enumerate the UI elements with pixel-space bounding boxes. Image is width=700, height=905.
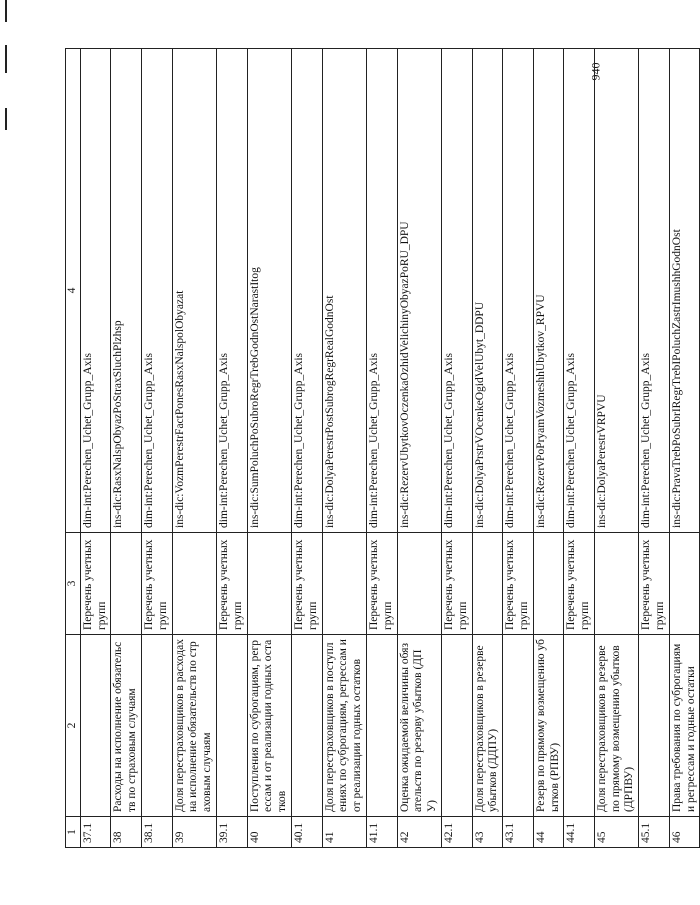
group-list (322, 533, 366, 635)
header-cell-1: 1 (66, 817, 81, 848)
table-row (564, 49, 595, 848)
xbrl-element: ins-dic:RasxNalspObyazPoStraxSluchPlzhsp (111, 49, 142, 533)
xbrl-element: dim-int:Perechen_Uchet_Grupp_Axis (503, 49, 534, 533)
xbrl-element: dim-int:Perechen_Uchet_Grupp_Axis (639, 49, 670, 533)
table-row (594, 49, 638, 848)
group-list (472, 533, 503, 635)
group-list: Перечень учетных групп (564, 533, 595, 635)
row-number: 42.1 (441, 817, 472, 848)
group-list: Перечень учетных групп (503, 533, 534, 635)
table-row (322, 49, 366, 848)
group-list (533, 533, 564, 635)
header-row (66, 49, 81, 848)
xbrl-element: dim-int:Perechen_Uchet_Grupp_Axis (366, 49, 397, 533)
indicator-name: Оценка ожидаемой величины обязательств по резерву убытков (ДПУ) (397, 635, 441, 817)
row-number: 40 (247, 817, 291, 848)
scan-edge-mark (5, 108, 7, 130)
indicator-name (291, 635, 322, 817)
row-number: 38 (111, 817, 142, 848)
header-cell-3: 3 (66, 533, 81, 635)
table-row (216, 49, 247, 848)
indicator-name (80, 635, 111, 817)
row-number: 37.1 (80, 817, 111, 848)
group-list: Перечень учетных групп (80, 533, 111, 635)
group-list: Перечень учетных групп (441, 533, 472, 635)
indicator-name: Расходы на исполнение обязательств по страховым случаям (111, 635, 142, 817)
indicator-name: Доля перестраховщиков в поступлениях по суброгациям, регрессам и от реализации годных остатков (322, 635, 366, 817)
indicator-name (503, 635, 534, 817)
table-row (80, 49, 111, 848)
table-row (366, 49, 397, 848)
indicator-name: Права требования по суброгациям и регрессам и годные остатки (669, 635, 700, 817)
table-row (639, 49, 670, 848)
group-list: Перечень учетных групп (216, 533, 247, 635)
indicator-name (639, 635, 670, 817)
xbrl-element: ins-dic:DolyaPerestrVRPVU (594, 49, 638, 533)
indicator-name: Доля перестраховщиков в резерве по прямому возмещению убытков (ДРПВУ) (594, 635, 638, 817)
xbrl-element: ins-dic:VozmPerestrFactPonesRasxNalspolObyazat (172, 49, 216, 533)
table-row (503, 49, 534, 848)
group-list (172, 533, 216, 635)
xbrl-element: ins-dic:SumPoluchPoSubroRegrTrebGodnOstNarastItog (247, 49, 291, 533)
xbrl-element: ins-dic:RezervPoPryamVozmeshhUbytkov_RPVU (533, 49, 564, 533)
table-row (533, 49, 564, 848)
table-row (141, 49, 172, 848)
indicator-name (366, 635, 397, 817)
group-list: Перечень учетных групп (366, 533, 397, 635)
row-number: 39 (172, 817, 216, 848)
group-list: Перечень учетных групп (141, 533, 172, 635)
xbrl-element: dim-int:Perechen_Uchet_Grupp_Axis (564, 49, 595, 533)
indicator-name: Доля перестраховщиков в расходах на исполнение обязательств по страховым случаям (172, 635, 216, 817)
table-row (172, 49, 216, 848)
table-row (111, 49, 142, 848)
row-number: 43 (472, 817, 503, 848)
xbrl-element: dim-int:Perechen_Uchet_Grupp_Axis (441, 49, 472, 533)
row-number: 41.1 (366, 817, 397, 848)
xbrl-element: dim-int:Perechen_Uchet_Grupp_Axis (291, 49, 322, 533)
row-number: 44.1 (564, 817, 595, 848)
indicator-name (564, 635, 595, 817)
table-row (247, 49, 291, 848)
indicator-name: Доля перестраховщиков в резерве убытков (ДДПУ) (472, 635, 503, 817)
header-cell-2: 2 (66, 635, 81, 817)
indicator-name (216, 635, 247, 817)
group-list: Перечень учетных групп (291, 533, 322, 635)
group-list (247, 533, 291, 635)
xbrl-element: ins-dic:RezervUbytkovOczenkaOzhidVelichinyObyazPoRU_DPU (397, 49, 441, 533)
page-number-text: 940 (588, 62, 603, 81)
row-number: 43.1 (503, 817, 534, 848)
table-row (291, 49, 322, 848)
indicator-name: Поступления по суброгациям, регрессам и от реализации годных остатков (247, 635, 291, 817)
row-number: 44 (533, 817, 564, 848)
row-number: 45.1 (639, 817, 670, 848)
row-number: 40.1 (291, 817, 322, 848)
table-row (441, 49, 472, 848)
indicator-name: Резерв по прямому возмещению убытков (РПВУ) (533, 635, 564, 817)
group-list (669, 533, 700, 635)
table-body (80, 49, 700, 848)
xbrl-element: dim-int:Perechen_Uchet_Grupp_Axis (141, 49, 172, 533)
xbrl-element: dim-int:Perechen_Uchet_Grupp_Axis (80, 49, 111, 533)
indicator-name (441, 635, 472, 817)
group-list (594, 533, 638, 635)
xbrl-element: ins-dic:PravaTrebPoSubrIRegrTrebIPoluchZastrImushhGodnOst (669, 49, 700, 533)
row-number: 41 (322, 817, 366, 848)
group-list: Перечень учетных групп (639, 533, 670, 635)
data-table (65, 48, 700, 848)
table-row (669, 49, 700, 848)
table-row (397, 49, 441, 848)
scan-edge-mark (5, 45, 7, 73)
table-row (472, 49, 503, 848)
header-cell-4: 4 (66, 49, 81, 533)
row-number: 39.1 (216, 817, 247, 848)
row-number: 46 (669, 817, 700, 848)
group-list (111, 533, 142, 635)
row-number: 42 (397, 817, 441, 848)
xbrl-element: dim-int:Perechen_Uchet_Grupp_Axis (216, 49, 247, 533)
row-number: 45 (594, 817, 638, 848)
xbrl-element: ins-dic:DolyaPrstrVOcenkeOgidVelUbyt_DDPU (472, 49, 503, 533)
row-number: 38.1 (141, 817, 172, 848)
scan-edge-mark (5, 0, 7, 22)
group-list (397, 533, 441, 635)
indicator-name (141, 635, 172, 817)
xbrl-element: ins-dic:DolyaPerestrPostSubrogRegrRealGodnOst (322, 49, 366, 533)
